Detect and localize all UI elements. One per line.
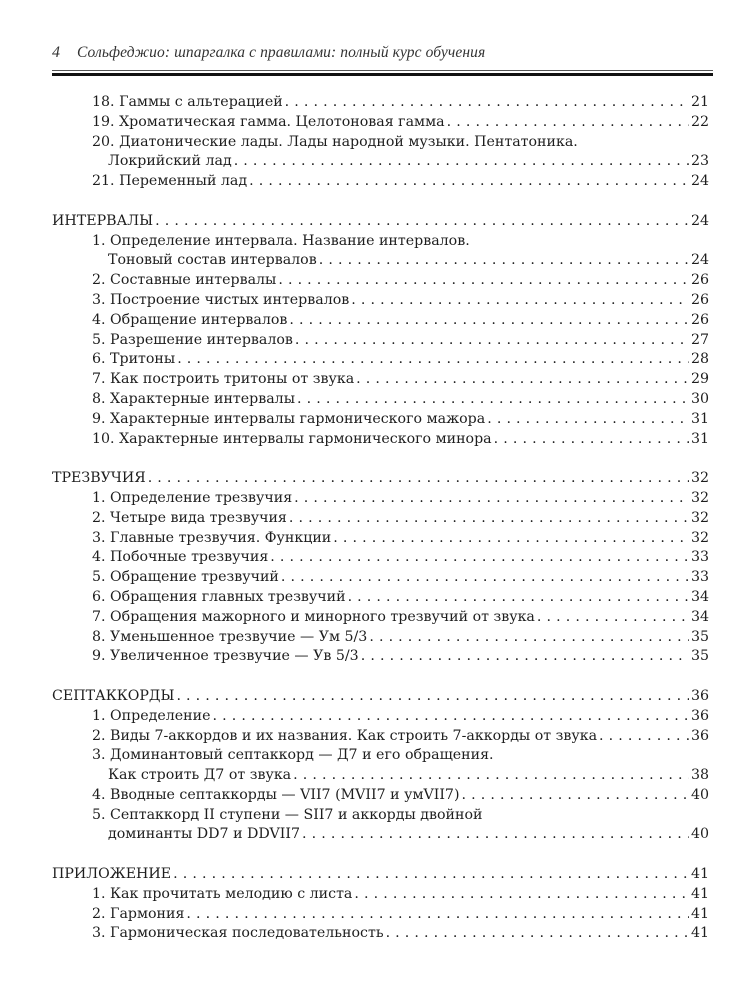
dot-leader [173,865,689,885]
toc-entry[interactable] [52,291,709,311]
toc-entry-label: доминанты DD7 и DDVII7 [108,826,301,843]
toc-entry[interactable] [52,133,709,153]
toc-entry-label: 5. Септаккорд II ступени — SII7 и аккорды двойной [92,806,483,823]
toc-entry-label: 6. Обращения главных трезвучий [92,588,346,605]
toc-entry-page: 26 [690,291,709,308]
toc-entry-page: 32 [690,489,709,506]
toc-entry-label: 3. Главные трезвучия. Функции [92,529,332,546]
dot-leader [494,430,689,450]
spacer [52,667,709,687]
toc-entry-page: 38 [690,767,709,784]
table-of-contents [52,93,709,944]
toc-entry-page: 26 [690,272,709,289]
toc-entry-label: 4. Обращение интервалов [92,311,288,328]
toc-entry-label: 2. Виды 7-аккордов и их названия. Как строить 7-аккорды от звука [92,727,598,744]
dot-leader [333,529,689,549]
dot-leader [294,489,689,509]
toc-entry-label: Локрийский лад [108,153,232,170]
dot-leader [155,212,689,232]
dot-leader [270,548,689,568]
toc-entry-label: 10. Характерные интервалы гармонического минора [92,430,492,447]
toc-entry-label: 19. Хроматическая гамма. Целотоновая гамма [92,113,445,130]
spacer [52,192,709,212]
dot-leader [278,271,689,291]
toc-entry-label: 2. Составные интервалы [92,272,277,289]
dot-leader [249,172,689,192]
dot-leader [285,93,689,113]
toc-entry-page: 41 [690,885,709,902]
dot-leader [148,469,689,489]
dot-leader [234,152,689,172]
toc-entry-page: 24 [690,212,709,229]
toc-entry-label: 7. Как построить тритоны от звука [92,371,355,388]
dot-leader [281,568,689,588]
dot-leader [295,331,689,351]
dot-leader [599,727,689,747]
toc-entry[interactable] [52,529,709,549]
dot-leader [356,370,689,390]
toc-entry-page: 24 [690,252,709,269]
toc-section-intervals[interactable] [52,212,709,232]
dot-leader [302,825,689,845]
toc-entry-label: 2. Четыре вида трезвучия [92,509,287,526]
toc-entry-page: 35 [690,648,709,665]
toc-entry-page: 33 [690,569,709,586]
toc-entry-label: 1. Определение интервала. Название интервалов. [92,232,470,249]
dot-leader [319,251,689,271]
toc-entry[interactable] [52,331,709,351]
toc-section-title: СЕПТАККОРДЫ [52,687,175,704]
toc-entry[interactable] [52,390,709,410]
toc-entry-page: 27 [690,331,709,348]
toc-entry-label: 5. Разрешение интервалов [92,331,293,348]
toc-entry-page: 32 [690,509,709,526]
dot-leader [361,647,689,667]
toc-entry-label: 21. Переменный лад [92,173,248,190]
toc-entry-label: 5. Обращение трезвучий [92,569,279,586]
dot-leader [447,113,689,133]
header-rule-thin [52,70,713,71]
toc-section-title: ТРЕЗВУЧИЯ [52,470,146,487]
toc-entry-label: 2. Гармония [92,905,185,922]
toc-entry-label: 9. Увеличенное трезвучие — Ув 5/3 [92,648,359,665]
dot-leader [487,410,689,430]
toc-entry-page: 26 [690,311,709,328]
toc-section-appendix[interactable] [52,865,709,885]
toc-entry-page: 36 [690,687,709,704]
toc-entry[interactable] [52,647,709,667]
dot-leader [289,311,689,331]
toc-entry-page: 33 [690,549,709,566]
toc-entry[interactable] [52,746,709,766]
toc-entry-label: 9. Характерные интервалы гармонического мажора [92,410,486,427]
toc-entry[interactable] [52,608,709,628]
toc-entry-label: 18. Гаммы с альтерацией [92,94,283,110]
toc-entry[interactable] [52,707,709,727]
dot-leader [354,885,689,905]
dot-leader [348,588,689,608]
spacer [52,449,709,469]
toc-entry-label: 1. Как прочитать мелодию с листа [92,885,353,902]
toc-entry-page: 41 [690,866,709,883]
toc-entry[interactable] [52,430,709,450]
toc-entry-page: 40 [690,826,709,843]
toc-entry-page: 41 [690,905,709,922]
toc-entry[interactable] [52,410,709,430]
dot-leader [186,905,689,925]
toc-entry-label: Тоновый состав интервалов [108,252,317,269]
toc-section-title: ИНТЕРВАЛЫ [52,212,154,229]
toc-entry-continuation[interactable] [52,825,709,845]
toc-entry-page: 32 [690,470,709,487]
toc-entry[interactable] [52,311,709,331]
toc-entry[interactable] [52,588,709,608]
toc-entry-label: 1. Определение трезвучия [92,489,293,506]
page-number: 4 [52,44,60,61]
toc-entry[interactable] [52,350,709,370]
toc-entry-page: 31 [690,410,709,427]
toc-entry-label: 7. Обращения мажорного и минорного трезвучий от звука [92,608,535,625]
toc-entry-label: 3. Доминантовый септаккорд — Д7 и его обращения. [92,747,494,764]
toc-entry-label: 4. Вводные септаккорды — VII7 (MVII7 и умVII7) [92,786,460,803]
dot-leader [176,687,689,707]
toc-entry[interactable] [52,786,709,806]
toc-entry-page: 29 [690,371,709,388]
dot-leader [297,390,689,410]
toc-entry-label: 4. Побочные трезвучия [92,549,269,566]
toc-entry-page: 36 [690,707,709,724]
toc-entry-page: 21 [690,94,709,110]
toc-entry-page: 32 [690,529,709,546]
toc-entry-page: 28 [690,351,709,368]
dot-leader [293,766,689,786]
running-header [52,44,713,66]
toc-entry[interactable] [52,93,709,113]
toc-entry-label: 8. Уменьшенное трезвучие — Ум 5/3 [92,628,368,645]
toc-section-triads[interactable] [52,469,709,489]
toc-entry-page: 36 [690,727,709,744]
toc-entry-label: 3. Построение чистых интервалов [92,291,350,308]
toc-entry-continuation[interactable] [52,766,709,786]
toc-entry-page: 24 [690,173,709,190]
toc-entry[interactable] [52,568,709,588]
toc-entry-label: Как строить Д7 от звука [108,767,292,784]
toc-entry-label: 3. Гармоническая последовательность [92,925,384,942]
toc-entry-label: 6. Тритоны [92,351,176,368]
spacer [52,845,709,865]
toc-section-seventh-chords[interactable] [52,687,709,707]
toc-entry-page: 40 [690,786,709,803]
header-rule-thick [52,73,713,76]
toc-entry[interactable] [52,924,709,944]
toc-entry-page: 30 [690,390,709,407]
toc-entry-continuation[interactable] [52,152,709,172]
toc-entry[interactable] [52,489,709,509]
toc-entry[interactable] [52,806,709,826]
toc-entry-page: 35 [690,628,709,645]
toc-entry-label: 20. Диатонические лады. Лады народной музыки. Пентатоника. [92,133,578,150]
toc-entry-page: 31 [690,430,709,447]
running-title: Сольфеджио: шпаргалка с правилами: полный курс обучения [77,44,486,61]
toc-entry[interactable] [52,885,709,905]
toc-entry[interactable] [52,232,709,252]
dot-leader [177,350,689,370]
toc-entry[interactable] [52,727,709,747]
toc-entry-page: 23 [690,153,709,170]
dot-leader [351,291,689,311]
toc-entry-continuation[interactable] [52,251,709,271]
toc-entry[interactable] [52,509,709,529]
toc-entry-page: 34 [690,588,709,605]
dot-leader [386,924,689,944]
dot-leader [462,786,689,806]
toc-entry[interactable] [52,548,709,568]
toc-entry-page: 41 [690,925,709,942]
dot-leader [537,608,689,628]
dot-leader [369,628,689,648]
toc-entry[interactable] [52,271,709,291]
toc-entry-label: 1. Определение [92,707,211,724]
toc-entry[interactable] [52,905,709,925]
toc-section-title: ПРИЛОЖЕНИЕ [52,866,172,883]
toc-entry-page: 22 [690,113,709,130]
toc-entry-page: 34 [690,608,709,625]
toc-entry[interactable] [52,628,709,648]
dot-leader [289,509,689,529]
toc-entry-label: 8. Характерные интервалы [92,390,295,407]
toc-entry[interactable] [52,113,709,133]
dot-leader [212,707,688,727]
toc-entry[interactable] [52,370,709,390]
toc-entry[interactable] [52,172,709,192]
